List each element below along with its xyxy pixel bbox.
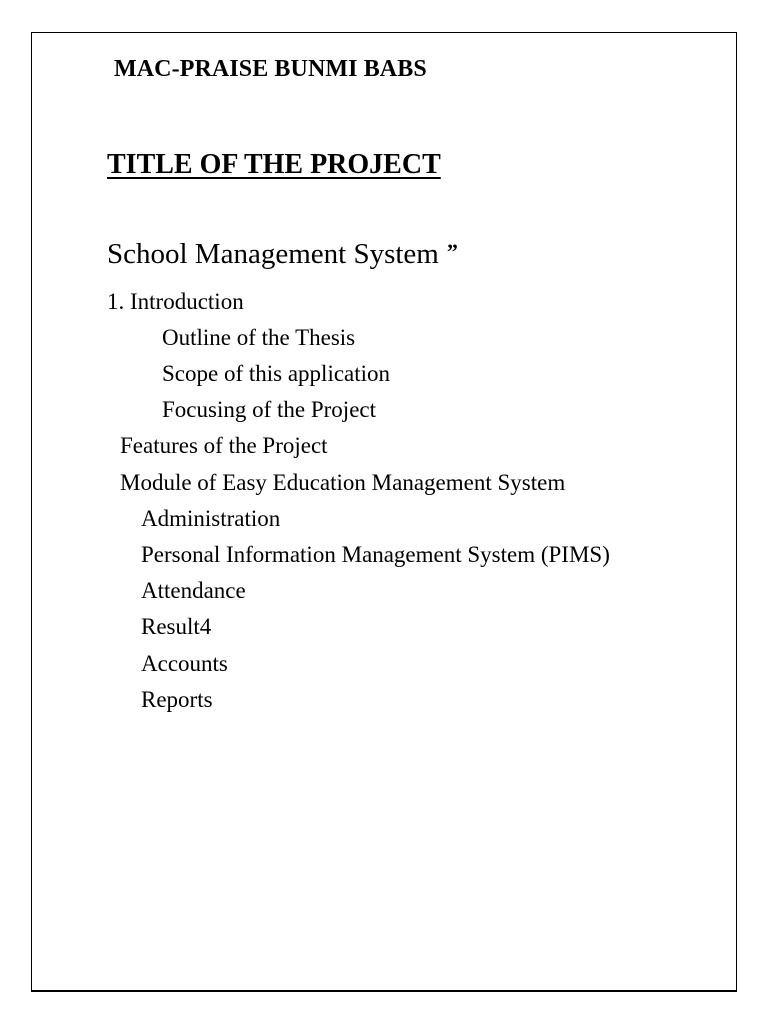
outline-item-focusing: Focusing of the Project — [162, 397, 376, 422]
outline-item-introduction: 1. Introduction — [107, 289, 244, 314]
outline-item-thesis-outline: Outline of the Thesis — [162, 325, 356, 350]
project-heading: TITLE OF THE PROJECT — [107, 149, 441, 180]
outline-item-result: Result4 — [141, 614, 212, 639]
outline-item-features: Features of the Project — [120, 433, 328, 458]
outline-item-accounts: Accounts — [141, 651, 228, 676]
outline-item-administration: Administration — [141, 506, 281, 531]
outline-item-pims: Personal Information Management System (PIMS) — [141, 542, 610, 567]
project-title-text: School Management System — [107, 238, 439, 270]
outline-item-scope: Scope of this application — [162, 361, 391, 386]
closing-quote-mark: ” — [446, 239, 458, 264]
outline-item-reports: Reports — [141, 687, 213, 712]
outline-item-modules: Module of Easy Education Management System — [120, 470, 566, 495]
outline-item-attendance: Attendance — [141, 578, 246, 603]
author-name: MAC-PRAISE BUNMI BABS — [114, 56, 427, 82]
